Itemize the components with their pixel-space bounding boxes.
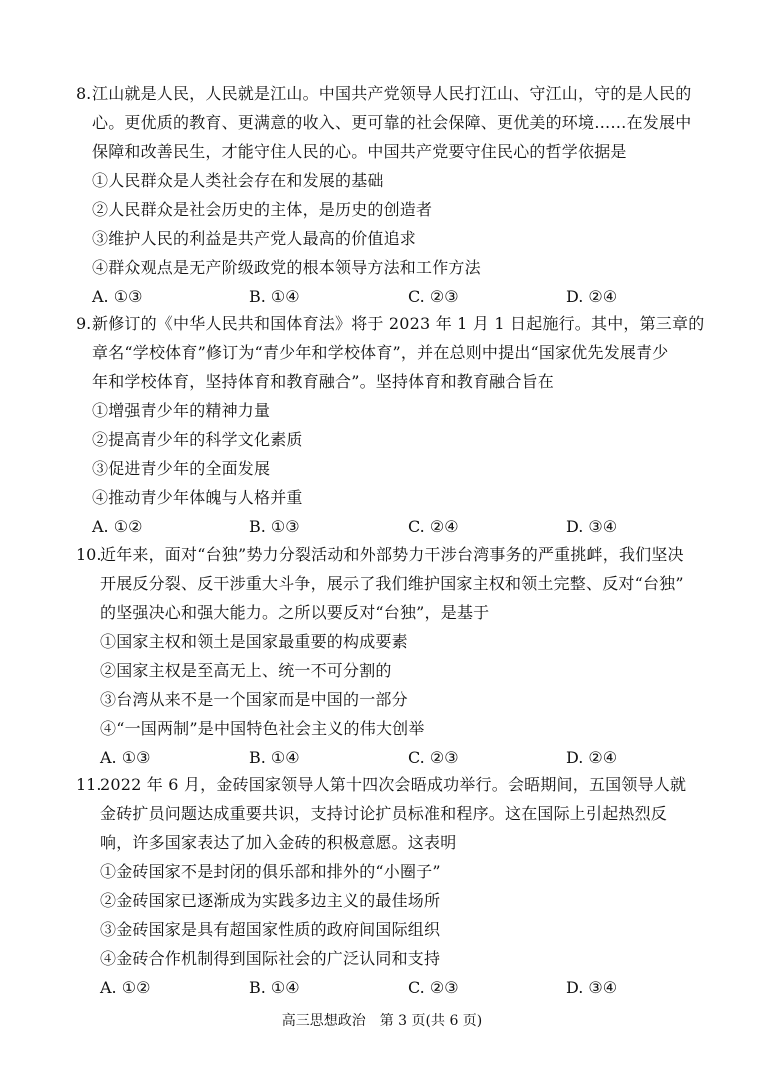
option-c: C. ②④ [408,517,459,536]
question-stem-line: 保障和改善民生，才能守住人民的心。中国共产党要守住民心的哲学依据是 [92,142,627,161]
statement-2: ②国家主权是至高无上、统一不可分割的 [100,661,392,680]
statement-4: ④“一国两制”是中国特色社会主义的伟大创举 [100,719,425,738]
question-stem-line: 金砖扩员问题达成重要共识，支持讨论扩员标准和程序。这在国际上引起热烈反 [100,804,668,823]
option-b: B. ①④ [249,748,300,767]
option-c: C. ②③ [408,748,459,767]
statement-1: ①国家主权和领土是国家最重要的构成要素 [100,632,408,651]
option-a: A. ①③ [100,748,151,767]
question-number: 10. [76,545,102,564]
option-d: D. ③④ [566,978,618,997]
statement-2: ②金砖国家已逐渐成为实践多边主义的最佳场所 [100,891,441,910]
statement-3: ③维护人民的利益是共产党人最高的价值追求 [92,229,417,248]
statement-4: ④群众观点是无产阶级政党的根本领导方法和工作方法 [92,258,481,277]
question-stem-line: 响，许多国家表达了加入金砖的积极意愿。这表明 [100,833,457,852]
option-b: B. ①③ [249,517,300,536]
question-stem-line: 近年来，面对“台独”势力分裂活动和外部势力干涉台湾事务的严重挑衅，我们坚决 [100,545,684,564]
statement-3: ③台湾从来不是一个国家而是中国的一部分 [100,690,408,709]
question-stem-line: 新修订的《中华人民共和国体育法》将于 2023 年 1 月 1 日起施行。其中，第三章的 [92,314,705,333]
option-b: B. ①④ [249,287,300,306]
statement-1: ①金砖国家不是封闭的俱乐部和排外的“小圈子” [100,862,441,881]
statement-4: ④推动青少年体魄与人格并重 [92,488,303,507]
question-number: 9. [76,314,92,333]
statement-3: ③促进青少年的全面发展 [92,459,271,478]
question-stem-line: 的坚强决心和强大能力。之所以要反对“台独”，是基于 [100,603,490,622]
question-stem-line: 开展反分裂、反干涉重大斗争，展示了我们维护国家主权和领土完整、反对“台独” [100,574,684,593]
question-stem-line: 江山就是人民，人民就是江山。中国共产党领导人民打江山、守江山，守的是人民的 [92,84,692,103]
option-a: A. ①② [100,978,151,997]
option-d: D. ③④ [566,517,618,536]
question-stem-line: 年和学校体育，坚持体育和教育融合”。坚持体育和教育融合旨在 [92,372,554,391]
statement-4: ④金砖合作机制得到国际社会的广泛认同和支持 [100,949,441,968]
page-footer: 高三思想政治 第 3 页(共 6 页) [281,1013,483,1029]
question-stem-line: 心。更优质的教育、更满意的收入、更可靠的社会保障、更优美的环境……在发展中 [92,113,692,132]
option-d: D. ②④ [566,287,618,306]
question-stem-line: 章名“学校体育”修订为“青少年和学校体育”，并在总则中提出“国家优先发展青少 [92,343,669,362]
option-a: A. ①② [92,517,143,536]
option-d: D. ②④ [566,748,618,767]
statement-2: ②提高青少年的科学文化素质 [92,430,303,449]
option-a: A. ①③ [92,287,143,306]
option-c: C. ②③ [408,978,459,997]
statement-1: ①人民群众是人类社会存在和发展的基础 [92,171,384,190]
option-c: C. ②③ [408,287,459,306]
statement-1: ①增强青少年的精神力量 [92,401,271,420]
question-number: 11. [76,775,102,794]
question-stem-line: 2022 年 6 月，金砖国家领导人第十四次会晤成功举行。会晤期间，五国领导人就 [100,775,687,794]
statement-2: ②人民群众是社会历史的主体，是历史的创造者 [92,200,433,219]
option-b: B. ①④ [249,978,300,997]
question-number: 8. [76,84,92,103]
statement-3: ③金砖国家是具有超国家性质的政府间国际组织 [100,920,441,939]
